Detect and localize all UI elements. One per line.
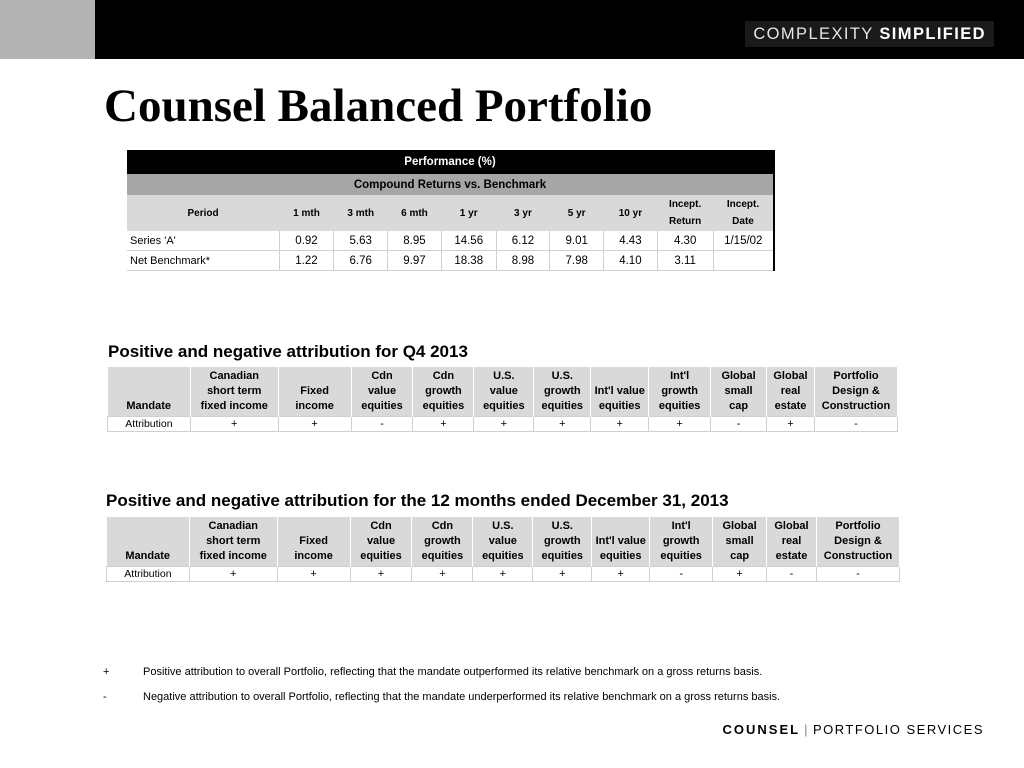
incept-date-line1: Incept. <box>726 199 760 210</box>
legend-text-positive: Positive attribution to overall Portfolio, reflecting that the mandate outperformed its relative benchmark on a gross returns basis. <box>143 666 763 678</box>
col-header-cdn-value: Cdn value equities <box>350 517 412 567</box>
footer-brand-bold: COUNSEL <box>722 722 801 737</box>
col-header-global-real-estate: Global real estate <box>767 367 815 417</box>
table-row <box>107 567 900 582</box>
attribution-cell: + <box>412 567 473 582</box>
attribution-q4-table <box>107 367 898 432</box>
col-header-mandate: Mandate <box>107 517 190 567</box>
table-cell: 8.98 <box>496 251 550 271</box>
col-header-us-growth: U.S. growth equities <box>533 517 592 567</box>
legend-symbol-minus: - <box>103 691 107 703</box>
table-cell: 9.97 <box>388 251 442 271</box>
col-header-mandate: Mandate <box>108 367 191 417</box>
col-header-5yr: 5 yr <box>550 195 604 231</box>
table-cell: 9.01 <box>550 231 604 251</box>
attribution-cell: + <box>649 417 711 432</box>
col-header-global-real-estate: Global real estate <box>767 517 817 567</box>
col-header-canadian-short-term: Canadian short term fixed income <box>190 367 278 417</box>
col-header-us-value: U.S. value equities <box>474 367 534 417</box>
table-cell: 1/15/02 <box>713 231 774 251</box>
col-header-intl-value: Int'l value equities <box>592 517 650 567</box>
col-header-incept-date <box>713 195 774 231</box>
col-header-3mth: 3 mth <box>334 195 388 231</box>
table-row <box>127 251 774 271</box>
table-row <box>108 417 898 432</box>
legend-text-negative: Negative attribution to overall Portfolio, reflecting that the mandate underperformed its relative benchmark on a gross returns basis. <box>143 691 781 703</box>
incept-return-line2: Return <box>669 216 702 227</box>
attribution-cell: + <box>713 567 767 582</box>
brand-bold-text: SIMPLIFIED <box>879 25 986 43</box>
table-cell <box>713 251 774 271</box>
attribution-cell: - <box>816 567 899 582</box>
col-header-fixed-income: Fixed income <box>278 367 351 417</box>
table-row <box>127 231 774 251</box>
attribution-cell: + <box>350 567 412 582</box>
footer-brand-logo <box>723 722 984 737</box>
attribution-cell: + <box>767 417 815 432</box>
performance-table <box>127 150 775 271</box>
header-brand-logo <box>745 21 994 47</box>
attribution-cell: + <box>189 567 277 582</box>
col-header-10yr: 10 yr <box>604 195 658 231</box>
attribution-cell: + <box>592 567 650 582</box>
table-cell: 4.10 <box>604 251 658 271</box>
col-header-intl-growth: Int'l growth equities <box>649 367 711 417</box>
attribution-cell: + <box>533 567 592 582</box>
table-cell: 5.63 <box>334 231 388 251</box>
table-cell: 3.11 <box>657 251 713 271</box>
col-header-intl-growth: Int'l growth equities <box>650 517 713 567</box>
col-header-cdn-value: Cdn value equities <box>351 367 413 417</box>
col-header-intl-value: Int'l value equities <box>591 367 649 417</box>
performance-title: Performance (%) <box>127 150 774 174</box>
col-header-period: Period <box>127 195 279 231</box>
table-cell: 0.92 <box>279 231 334 251</box>
attribution-cell: + <box>278 417 351 432</box>
col-header-portfolio-design: Portfolio Design & Construction <box>816 517 899 567</box>
attribution-cell: + <box>473 567 533 582</box>
attribution-cell: - <box>814 417 897 432</box>
row-label-series-a: Series 'A' <box>127 231 279 251</box>
table-cell: 4.43 <box>604 231 658 251</box>
table-cell: 4.30 <box>657 231 713 251</box>
attribution-cell: - <box>650 567 713 582</box>
col-header-us-growth: U.S. growth equities <box>534 367 591 417</box>
attribution-cell: - <box>351 417 413 432</box>
performance-subtitle: Compound Returns vs. Benchmark <box>127 174 774 195</box>
attribution-q4-header-row <box>108 367 898 417</box>
attribution-cell: + <box>474 417 534 432</box>
table-cell: 6.76 <box>334 251 388 271</box>
attribution-cell: - <box>711 417 767 432</box>
row-label-net-benchmark: Net Benchmark* <box>127 251 279 271</box>
table-cell: 14.56 <box>441 231 496 251</box>
col-header-canadian-short-term: Canadian short term fixed income <box>189 517 277 567</box>
footer-brand-regular: PORTFOLIO SERVICES <box>812 722 984 737</box>
col-header-us-value: U.S. value equities <box>473 517 533 567</box>
table-cell: 18.38 <box>441 251 496 271</box>
brand-regular-text: COMPLEXITY <box>753 25 874 43</box>
header-accent-block <box>0 0 95 59</box>
attribution-cell: + <box>190 417 278 432</box>
attribution-cell: + <box>591 417 649 432</box>
col-header-incept-return <box>657 195 713 231</box>
col-header-6mth: 6 mth <box>388 195 442 231</box>
incept-return-line1: Incept. <box>669 199 702 210</box>
col-header-cdn-growth: Cdn growth equities <box>412 517 473 567</box>
footer-brand-separator: | <box>804 722 809 737</box>
col-header-global-small-cap: Global small cap <box>713 517 767 567</box>
table-cell: 1.22 <box>279 251 334 271</box>
col-header-3yr: 3 yr <box>496 195 550 231</box>
legend-symbol-plus: + <box>103 666 110 678</box>
attribution-cell: + <box>413 417 474 432</box>
attribution-cell: + <box>277 567 350 582</box>
col-header-1yr: 1 yr <box>441 195 496 231</box>
col-header-global-small-cap: Global small cap <box>711 367 767 417</box>
col-header-fixed-income: Fixed income <box>277 517 350 567</box>
attribution-q4-heading: Positive and negative attribution for Q4 2013 <box>108 342 468 361</box>
row-label-attribution: Attribution <box>108 417 191 432</box>
col-header-portfolio-design: Portfolio Design & Construction <box>814 367 897 417</box>
table-cell: 6.12 <box>496 231 550 251</box>
col-header-cdn-growth: Cdn growth equities <box>413 367 474 417</box>
attribution-12m-table <box>106 517 900 582</box>
row-label-attribution: Attribution <box>107 567 190 582</box>
attribution-cell: - <box>767 567 817 582</box>
incept-date-line2: Date <box>732 216 754 227</box>
table-cell: 8.95 <box>388 231 442 251</box>
attribution-cell: + <box>534 417 591 432</box>
page-title: Counsel Balanced Portfolio <box>104 80 653 132</box>
attribution-12m-heading: Positive and negative attribution for the 12 months ended December 31, 2013 <box>106 491 729 510</box>
table-cell: 7.98 <box>550 251 604 271</box>
col-header-1mth: 1 mth <box>279 195 334 231</box>
attribution-12m-header-row <box>107 517 900 567</box>
